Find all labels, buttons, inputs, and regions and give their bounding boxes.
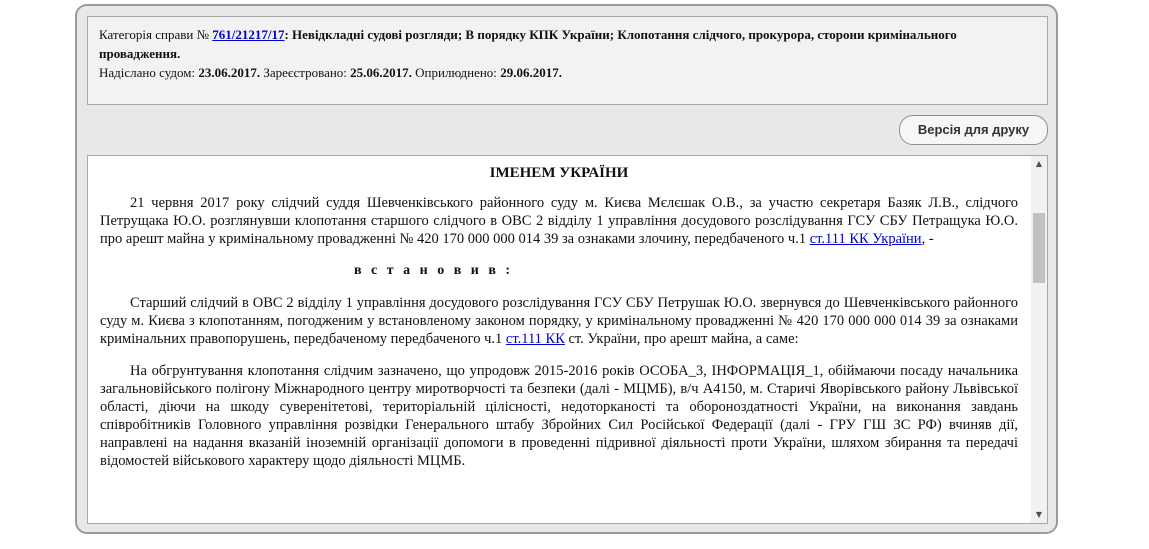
case-info-box	[87, 16, 1048, 105]
document-viewer[interactable]	[87, 155, 1048, 524]
published-label: Оприлюднено:	[411, 65, 501, 80]
paragraph-2-text: Старший слідчий в ОВС 2 відділу 1 управління досудового розслідування ГСУ СБУ Петрушак Ю.О. звернувся до Шевченківського районного суду м. Києва з клопотанням, погодженим у встановленому законом порядку, у кримінальному провадженні № 420 170 000 000 014 39 за ознаками кримінальних правопорушень, передбаченому передбаченого ч.1	[100, 295, 1018, 347]
registered-label: Зареєстровано:	[260, 65, 351, 80]
paragraph-1-end: , -	[921, 231, 934, 247]
registered-date: 25.06.2017.	[350, 65, 412, 80]
sent-date: 23.06.2017.	[198, 65, 261, 80]
law-article-link-1[interactable]: ст.111 КК України	[809, 231, 922, 247]
case-number-link[interactable]: 761/21217/17	[212, 27, 285, 42]
scroll-up-arrow-icon[interactable]: ▲	[1035, 159, 1043, 168]
document-scrollbar[interactable]	[1031, 156, 1047, 523]
document-content	[88, 156, 1032, 523]
print-version-button[interactable]: Версія для друку	[899, 115, 1048, 145]
document-title: ІМЕНЕМ УКРАЇНИ	[489, 165, 629, 181]
document-section-heading: в с т а н о в и в :	[354, 263, 514, 278]
law-article-link-2[interactable]: ст.111 КК	[505, 331, 565, 347]
published-date: 29.06.2017.	[500, 65, 562, 80]
document-paragraph-2	[100, 294, 1018, 348]
case-frame	[75, 4, 1058, 534]
category-prefix: Категорія справи №	[99, 27, 213, 42]
case-dates-line	[99, 63, 1035, 82]
document-paragraph-3: На обгрунтування клопотання слідчим зазначено, що упродовж 2015-2016 років ОСОБА_3, ІНФОРМАЦІЯ_1, обіймаючи посаду начальника загальновійського полігону Міжнародного центру миротворчості та безпеки (далі - МЦМБ), в/ч А4150, м. Старичі Яворівського району Львівської області, діючи на шкоду суверенітетові, територіальній цілісності, недоторканості та обороноздатності України, на виконання завдань співробітників Головного управління розвідки Генерального штабу Збройних Сил Російської Федерації (далі - ГРУ ГШ ЗС РФ) вчиняв дії, направлені на надання вказаній іноземній організації допомоги в проведенні підривної діяльності проти України, шляхом збирання та передачі відомостей військового характеру щодо діяльності МЦМБ.	[100, 363, 1018, 469]
sent-label: Надіслано судом:	[99, 65, 199, 80]
scrollbar-thumb[interactable]	[1033, 213, 1045, 283]
paragraph-1-text: 21 червня 2017 року слідчий суддя Шевченківського районного суду м. Києва Мєлєшак О.В., за участю секретаря Базяк Л.В., слідчого Петрущака Ю.О. розглянувши клопотання старшого слідчого в ОВС 2 відділу 1 управління досудового розслідування ГСУ СБУ Петращука Ю.О. про арешт майна у кримінальному провадженні № 420 170 000 000 014 39 за ознаками злочину, передбаченого ч.1	[100, 195, 1018, 247]
scroll-down-arrow-icon[interactable]: ▼	[1035, 510, 1043, 519]
document-paragraph-1	[100, 194, 1018, 248]
paragraph-2-end: ст. України, про арешт майна, а саме:	[564, 331, 799, 347]
case-category-line	[99, 25, 1035, 63]
category-text: : Невідкладні судові розгляди; В порядку КПК України; Клопотання слідчого, прокурора, сторони кримінального провадження.	[99, 27, 957, 61]
